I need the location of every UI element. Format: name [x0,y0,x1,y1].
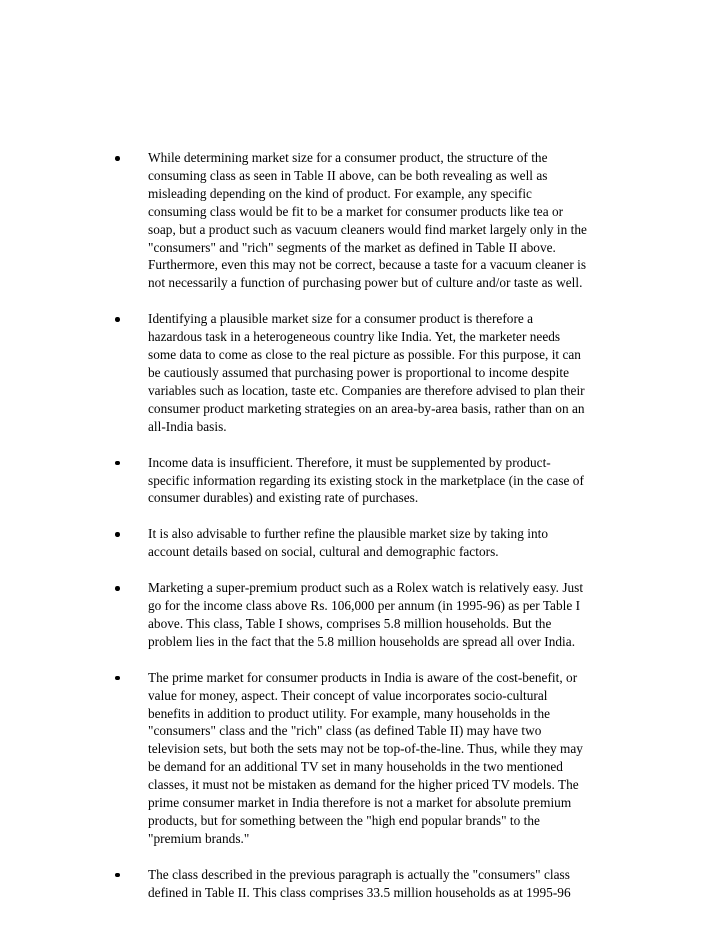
paragraph-line: Identifying a plausible market size for a consumer product is therefore a [148,311,534,327]
paragraph-line: problem lies in the fact that the 5.8 million households are spread all over India. [148,633,576,649]
paragraph-line: It is also advisable to further refine the plausible market size by taking into [148,526,548,542]
bullet-dot-icon [115,317,120,322]
paragraph-line: classes, it must not be mistaken as demand for the higher priced TV models. The [148,777,579,793]
paragraph-line: go for the income class above Rs. 106,000 per annum (in 1995-96) as per Table I [148,598,581,614]
paragraph-line: "premium brands." [148,830,250,846]
paragraph-line: Income data is insufficient. Therefore, it must be supplemented by product- [148,454,551,470]
bullet-dot-icon [115,873,120,878]
bullet-dot-icon [115,461,120,466]
paragraph-line: The prime market for consumer products in India is aware of the cost-benefit, or [148,669,578,685]
bullet-dot-icon [115,532,120,537]
paragraph-line: consuming class as seen in Table II above, can be both revealing as well as [148,167,548,183]
paragraph-line: not necessarily a function of purchasing power but of culture and/or taste as well. [148,275,583,291]
paragraph-line: be cautiously assumed that purchasing power is proportional to income despite [148,364,570,380]
paragraph-line: products, but for something between the "high end popular brands" to the [148,813,540,828]
paragraph-line: all-India basis. [148,418,227,434]
paragraph-line: "consumers" class and the "rich" class (as defined Table II) may have two [148,723,542,739]
bullet-paragraph [111,866,631,902]
bullet-dot-icon [115,156,120,161]
paragraph-line: account details based on social, cultural and demographic factors. [148,544,499,560]
paragraph-line: variables such as location, taste etc. Companies are therefore advised to plan their [148,382,585,398]
paragraph-line: specific information regarding its existing stock in the marketplace (in the case of [148,472,584,488]
paragraph-line: "consumers" and "rich" segments of the market as defined in Table II above. [148,239,556,255]
paragraph-line: hazardous task in a heterogeneous country like India. Yet, the marketer needs [148,329,561,345]
paragraph-line: consuming class would be fit to be a market for consumer products like tea or [148,203,564,219]
paragraph-line: be demand for an additional TV set in many households in the two mentioned [148,759,563,775]
paragraph-line: consumer durables) and existing rate of purchases. [148,490,419,506]
paragraph-line: above. This class, Table I shows, comprises 5.8 million households. But the [148,615,552,631]
paragraph-line: While determining market size for a consumer product, the structure of the [148,150,548,165]
bullet-dot-icon [115,586,120,591]
paragraph-line: defined in Table II. This class comprises 33.5 million households as at 1995-96 [148,884,571,900]
paragraph-line: The class described in the previous paragraph is actually the "consumers" class [148,866,570,882]
bullet-dot-icon [115,676,120,681]
bullet-paragraph [111,525,631,561]
paragraph-line: Furthermore, even this may not be correct, because a taste for a vacuum cleaner is [148,257,587,273]
paragraph-line: benefits in addition to product utility. For example, many households in the [148,705,551,721]
bullet-paragraph [111,310,631,435]
paragraph-line: soap, but a product such as vacuum cleaners would find market largely only in the [148,221,587,237]
paragraph-line: Marketing a super-premium product such as a Rolex watch is relatively easy. Just [148,580,584,596]
bullet-paragraph [111,454,631,508]
bullet-paragraph [111,149,631,292]
paragraph-line: some data to come as close to the real picture as possible. For this purpose, it can [148,347,581,363]
paragraph-line: prime consumer market in India therefore is not a market for absolute premium [148,795,572,811]
bullet-list [111,149,631,920]
paragraph-line: value for money, aspect. Their concept of value incorporates socio-cultural [148,687,548,703]
bullet-paragraph [111,669,631,848]
bullet-paragraph [111,579,631,651]
paragraph-line: television sets, but both the sets may not be top-of-the-line. Thus, while they may [148,741,583,757]
paragraph-line: consumer product marketing strategies on an area-by-area basis, rather than on an [148,400,585,416]
paragraph-line: misleading depending on the kind of product. For example, any specific [148,185,532,201]
